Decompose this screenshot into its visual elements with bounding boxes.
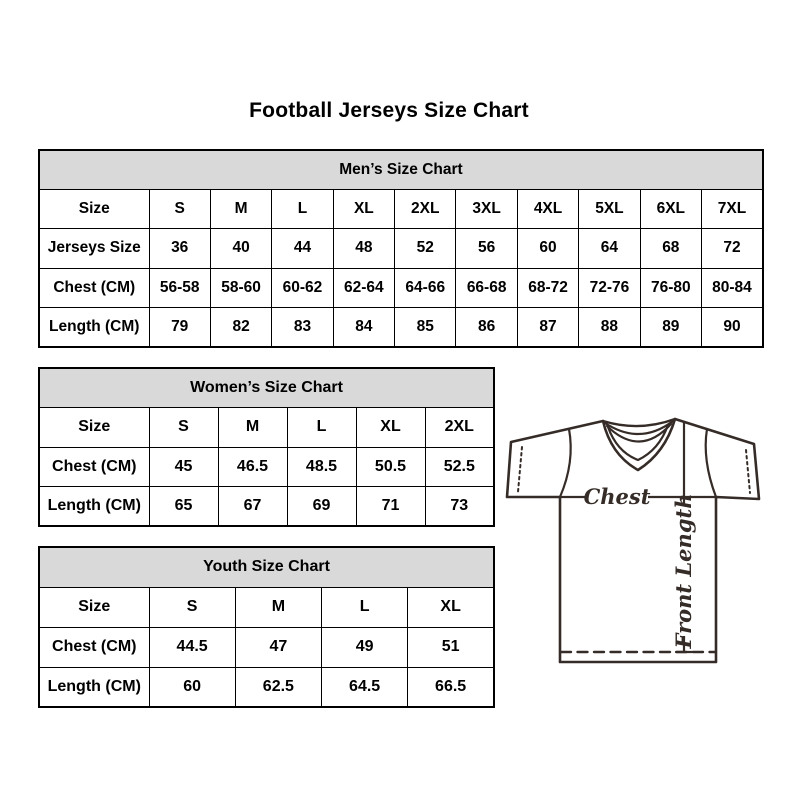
row-label-cell: Chest (CM): [39, 268, 149, 308]
table-row: [39, 547, 494, 587]
value-cell: 40: [210, 229, 271, 269]
value-cell: 7XL: [702, 189, 763, 229]
value-cell: 3XL: [456, 189, 517, 229]
womens-size-table: [38, 367, 495, 527]
collar-top-curve: [603, 419, 675, 426]
value-cell: 73: [425, 487, 494, 527]
value-cell: 6XL: [640, 189, 701, 229]
value-cell: 52.5: [425, 447, 494, 487]
front-length-label: Front Length: [671, 493, 696, 649]
value-cell: 76-80: [640, 268, 701, 308]
row-label-cell: Chest (CM): [39, 447, 149, 487]
table-row: [39, 587, 494, 627]
row-label-cell: Chest (CM): [39, 627, 149, 667]
row-label-cell: Length (CM): [39, 667, 149, 707]
mens-size-table: [38, 149, 764, 348]
value-cell: L: [272, 189, 333, 229]
table-row: [39, 667, 494, 707]
value-cell: 44.5: [149, 627, 235, 667]
jersey-outline: [507, 419, 759, 662]
row-label-cell: Size: [39, 408, 149, 448]
value-cell: 56-58: [149, 268, 210, 308]
value-cell: 62-64: [333, 268, 394, 308]
value-cell: 72: [702, 229, 763, 269]
value-cell: 83: [272, 308, 333, 348]
value-cell: 4XL: [517, 189, 578, 229]
value-cell: 90: [702, 308, 763, 348]
value-cell: 67: [218, 487, 287, 527]
value-cell: 60-62: [272, 268, 333, 308]
value-cell: XL: [408, 587, 494, 627]
value-cell: 44: [272, 229, 333, 269]
value-cell: 82: [210, 308, 271, 348]
value-cell: S: [149, 408, 218, 448]
value-cell: 72-76: [579, 268, 640, 308]
value-cell: 84: [333, 308, 394, 348]
value-cell: 58-60: [210, 268, 271, 308]
value-cell: 66.5: [408, 667, 494, 707]
youth-size-table: [38, 546, 495, 708]
value-cell: 87: [517, 308, 578, 348]
value-cell: M: [210, 189, 271, 229]
table-section-header: Men’s Size Chart: [39, 150, 763, 189]
value-cell: 51: [408, 627, 494, 667]
row-label-cell: Length (CM): [39, 308, 149, 348]
table-row: [39, 189, 763, 229]
table-row: [39, 150, 763, 189]
value-cell: 46.5: [218, 447, 287, 487]
row-label-cell: Size: [39, 587, 149, 627]
value-cell: M: [235, 587, 321, 627]
table-row: [39, 368, 494, 408]
value-cell: 80-84: [702, 268, 763, 308]
value-cell: 5XL: [579, 189, 640, 229]
table-row: [39, 229, 763, 269]
value-cell: 49: [322, 627, 408, 667]
value-cell: 2XL: [425, 408, 494, 448]
value-cell: 60: [517, 229, 578, 269]
table-row: [39, 268, 763, 308]
value-cell: 65: [149, 487, 218, 527]
value-cell: 89: [640, 308, 701, 348]
value-cell: 64: [579, 229, 640, 269]
value-cell: 45: [149, 447, 218, 487]
value-cell: S: [149, 587, 235, 627]
value-cell: 86: [456, 308, 517, 348]
table-section-header: Women’s Size Chart: [39, 368, 494, 408]
value-cell: 66-68: [456, 268, 517, 308]
table-row: [39, 627, 494, 667]
value-cell: 85: [395, 308, 456, 348]
value-cell: 47: [235, 627, 321, 667]
value-cell: 88: [579, 308, 640, 348]
value-cell: S: [149, 189, 210, 229]
value-cell: 68-72: [517, 268, 578, 308]
row-label-cell: Size: [39, 189, 149, 229]
value-cell: 71: [356, 487, 425, 527]
value-cell: 64-66: [395, 268, 456, 308]
value-cell: 2XL: [395, 189, 456, 229]
value-cell: 36: [149, 229, 210, 269]
value-cell: 60: [149, 667, 235, 707]
value-cell: 48: [333, 229, 394, 269]
value-cell: XL: [356, 408, 425, 448]
value-cell: 69: [287, 487, 356, 527]
value-cell: L: [322, 587, 408, 627]
page-title: Football Jerseys Size Chart: [249, 99, 529, 122]
table-row: [39, 447, 494, 487]
row-label-cell: Jerseys Size: [39, 229, 149, 269]
table-row: [39, 308, 763, 348]
value-cell: 79: [149, 308, 210, 348]
value-cell: 64.5: [322, 667, 408, 707]
row-label-cell: Length (CM): [39, 487, 149, 527]
value-cell: 52: [395, 229, 456, 269]
table-section-header: Youth Size Chart: [39, 547, 494, 587]
chest-label: Chest: [583, 484, 651, 509]
value-cell: 48.5: [287, 447, 356, 487]
value-cell: 62.5: [235, 667, 321, 707]
value-cell: M: [218, 408, 287, 448]
table-row: [39, 487, 494, 527]
value-cell: 50.5: [356, 447, 425, 487]
value-cell: L: [287, 408, 356, 448]
value-cell: 56: [456, 229, 517, 269]
value-cell: 68: [640, 229, 701, 269]
jersey-measurement-diagram: [505, 400, 775, 690]
value-cell: XL: [333, 189, 394, 229]
table-row: [39, 408, 494, 448]
